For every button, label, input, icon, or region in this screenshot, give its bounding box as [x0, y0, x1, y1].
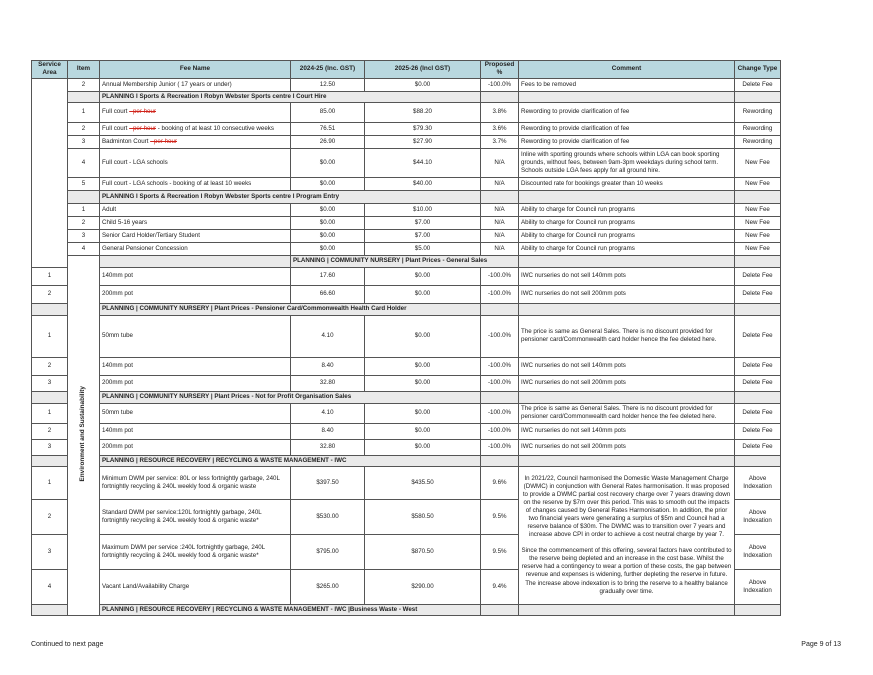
pct-cell: 9.5%: [481, 534, 519, 569]
fee-name-cell: Annual Membership Junior ( 17 years or under): [100, 78, 291, 91]
col-header-change-type: Change Type: [735, 61, 781, 79]
fee-name-cell: 140mm pot: [100, 423, 291, 439]
pct-cell: 9.5%: [481, 499, 519, 534]
comment-cell: IWC nurseries do not sell 200mm pots: [519, 439, 735, 455]
fy26-cell: $7.00: [365, 229, 481, 242]
fy25-cell: 8.40: [291, 357, 365, 375]
fee-name-text: - booking of at least 10 consecutive weeks: [156, 124, 274, 132]
fees-table: [31, 60, 781, 616]
fy26-cell: $0.00: [365, 357, 481, 375]
table-row: [32, 357, 781, 375]
fy25-cell: 4.10: [291, 315, 365, 357]
table-row: [32, 403, 781, 423]
item-cell: 2: [32, 357, 68, 375]
fee-name-cell: Full court - LGA schools: [100, 148, 291, 177]
col-header-comment: Comment: [519, 61, 735, 79]
dwm-comment-cell: In 2021/22, Council harmonised the Domestic Waste Management Charge (DWMC) in conjunction with General Rates harmonisation. It was proposed to provide a DWMC partial cost recovery charge over 7 years drawing down on the reserve by $7m over this period. This was to smooth out the impacts of changes caused by General Rates Harmonisation. In addition, the prior two financial years were generating a surplus of $5m and Council had a reserve balance of $30m. The DWMC was to transition over 7 years and increase above CPI in order to achieve a cost neutral charge by year 7. Since the commencement of this offering, several factors have contributed to the reserve being depleted and an increase in the cost base. Whilst the reserve had a contingency to wear a portion of these costs, the gap between revenue and expenses is widening, further depleting the reserve in future. The increase above indexation is to bring the reserve to a healthy balance gradually over time.: [519, 466, 735, 604]
table-row: [32, 267, 781, 285]
change-type-cell: Delete Fee: [735, 78, 781, 91]
item-cell: 5: [68, 177, 100, 190]
fee-name-cell: Adult: [100, 203, 291, 216]
comment-cell: Fees to be removed: [519, 78, 735, 91]
fy26-cell: $0.00: [365, 78, 481, 91]
section-item-blank: [32, 604, 68, 615]
change-type-cell: New Fee: [735, 216, 781, 229]
table-row: [32, 122, 781, 135]
fee-name-cell: 140mm pot: [100, 267, 291, 285]
fy25-cell: 76.51: [291, 122, 365, 135]
section-blank: [519, 455, 735, 466]
change-type-cell: Delete Fee: [735, 423, 781, 439]
section-heading: PLANNING | COMMUNITY NURSERY | Plant Prices - General Sales: [291, 255, 519, 267]
fy25-cell: 4.10: [291, 403, 365, 423]
table-row: [32, 285, 781, 303]
pct-cell: N/A: [481, 242, 519, 255]
pct-cell: -100.0%: [481, 423, 519, 439]
section-heading: PLANNING | RESOURCE RECOVERY | RECYCLING & WASTE MANAGEMENT - IWC: [100, 455, 481, 466]
fee-name-text: Full court: [102, 124, 130, 132]
change-type-cell: Delete Fee: [735, 375, 781, 391]
pct-cell: -100.0%: [481, 267, 519, 285]
pct-cell: -100.0%: [481, 357, 519, 375]
fee-name-cell: [100, 122, 291, 135]
fee-name-cell: Full court - LGA schools - booking of at least 10 weeks: [100, 177, 291, 190]
struck-text: - per hour: [129, 108, 156, 116]
section-blank: [519, 91, 735, 102]
fy26-cell: $0.00: [365, 403, 481, 423]
change-type-cell: Above Indexation: [735, 569, 781, 604]
item-cell: 3: [32, 375, 68, 391]
pct-cell: N/A: [481, 203, 519, 216]
change-type-cell: Above Indexation: [735, 534, 781, 569]
table-row: [32, 242, 781, 255]
fee-name-cell: 50mm tube: [100, 403, 291, 423]
fy25-cell: 12.50: [291, 78, 365, 91]
fee-name-cell: Maximum DWM per service :240L fortnightly garbage, 240L fortnightly recycling & 240L weekly food & organic waste*: [100, 534, 291, 569]
table-row: [32, 315, 781, 357]
table-row: [32, 78, 781, 91]
fy26-cell: $5.00: [365, 242, 481, 255]
change-type-cell: Delete Fee: [735, 267, 781, 285]
fy26-cell: $0.00: [365, 423, 481, 439]
fy25-cell: $795.00: [291, 534, 365, 569]
pct-cell: N/A: [481, 229, 519, 242]
fee-name-cell: Standard DWM per service:120L fortnightly garbage, 240L fortnightly recycling & 240L weekly food & organic waste*: [100, 499, 291, 534]
section-blank: [481, 455, 519, 466]
fy26-cell: $0.00: [365, 375, 481, 391]
fy26-cell: $27.90: [365, 135, 481, 148]
pct-cell: -100.0%: [481, 439, 519, 455]
change-type-cell: Delete Fee: [735, 403, 781, 423]
item-cell: 2: [32, 499, 68, 534]
section-row: [32, 455, 781, 466]
item-cell: 3: [32, 439, 68, 455]
section-heading: PLANNING | COMMUNITY NURSERY | Plant Prices - Not for Profit Organisation Sales: [100, 391, 481, 403]
change-type-cell: Delete Fee: [735, 357, 781, 375]
table-row: [32, 466, 781, 499]
item-cell: 3: [32, 534, 68, 569]
pct-cell: -100.0%: [481, 403, 519, 423]
service-area-cell: [68, 255, 100, 615]
fee-name-cell: [100, 102, 291, 122]
pct-cell: 3.6%: [481, 122, 519, 135]
fy25-cell: 66.60: [291, 285, 365, 303]
item-cell: 3: [68, 229, 100, 242]
item-cell: 1: [32, 466, 68, 499]
fy26-cell: $580.50: [365, 499, 481, 534]
fy25-cell: $0.00: [291, 177, 365, 190]
section-blank: [735, 190, 781, 203]
fy25-cell: $0.00: [291, 216, 365, 229]
section-blank: [481, 303, 519, 315]
comment-cell: IWC nurseries do not sell 200mm pots: [519, 285, 735, 303]
service-area-cell-blank: [32, 78, 68, 267]
change-type-cell: New Fee: [735, 229, 781, 242]
table-row: [32, 102, 781, 122]
pct-cell: 3.7%: [481, 135, 519, 148]
section-blank: [519, 303, 735, 315]
col-header-2024-25: 2024-25 (Inc. GST): [291, 61, 365, 79]
item-cell: 4: [32, 569, 68, 604]
item-cell: 2: [68, 122, 100, 135]
item-cell: 2: [68, 216, 100, 229]
section-row: [32, 255, 781, 267]
fy25-cell: $265.00: [291, 569, 365, 604]
change-type-cell: Above Indexation: [735, 466, 781, 499]
table-row: [32, 423, 781, 439]
section-item-blank: [32, 391, 68, 403]
fy25-cell: $0.00: [291, 148, 365, 177]
section-row: [32, 303, 781, 315]
comment-cell: IWC nurseries do not sell 140mm pots: [519, 423, 735, 439]
pct-cell: -100.0%: [481, 78, 519, 91]
fy25-cell: 26.90: [291, 135, 365, 148]
fy25-cell: 8.40: [291, 423, 365, 439]
section-blank: [735, 604, 781, 615]
item-cell: 1: [32, 403, 68, 423]
fy26-cell: $44.10: [365, 148, 481, 177]
item-cell: 1: [68, 102, 100, 122]
change-type-cell: Delete Fee: [735, 285, 781, 303]
comment-cell: Ability to charge for Council run programs: [519, 216, 735, 229]
fy26-cell: $40.00: [365, 177, 481, 190]
section-blank: [735, 391, 781, 403]
section-heading: PLANNING I Sports & Recreation I Robyn Webster Sports centre I Court Hire: [100, 91, 481, 102]
col-header-item: Item: [68, 61, 100, 79]
comment-cell: Rewording to provide clarification of fee: [519, 135, 735, 148]
table-row: [32, 216, 781, 229]
page-number: Page 9 of 13: [801, 641, 841, 648]
fee-name-text: Full court: [102, 108, 130, 116]
section-blank: [519, 190, 735, 203]
section-item-blank: [68, 190, 100, 203]
pct-cell: N/A: [481, 216, 519, 229]
fy25-cell: 32.80: [291, 439, 365, 455]
fee-name-cell: 140mm pot: [100, 357, 291, 375]
col-header-fee-name: Fee Name: [100, 61, 291, 79]
pct-cell: -100.0%: [481, 285, 519, 303]
pct-cell: N/A: [481, 177, 519, 190]
service-area-label: Environment and Sustainability: [79, 385, 87, 482]
fy26-cell: $0.00: [365, 285, 481, 303]
fy26-cell: $870.50: [365, 534, 481, 569]
fee-name-cell: Child 5-16 years: [100, 216, 291, 229]
comment-cell: IWC nurseries do not sell 140mm pots: [519, 357, 735, 375]
fee-name-cell: Senior Card Holder/Tertiary Student: [100, 229, 291, 242]
section-blank: [735, 303, 781, 315]
section-blank: [735, 255, 781, 267]
section-row: [32, 391, 781, 403]
fy25-cell: $0.00: [291, 229, 365, 242]
fy25-cell: $0.00: [291, 242, 365, 255]
pct-cell: 9.6%: [481, 466, 519, 499]
fy25-cell: $397.50: [291, 466, 365, 499]
section-blank: [735, 455, 781, 466]
fee-name-cell: [100, 135, 291, 148]
col-header-service-area: Service Area: [32, 61, 68, 79]
fy25-cell: 85.00: [291, 102, 365, 122]
section-blank: [519, 604, 735, 615]
section-heading: PLANNING | COMMUNITY NURSERY | Plant Prices - Pensioner Card/Commonwealth Health Card Holder: [100, 303, 481, 315]
change-type-cell: Rewording: [735, 135, 781, 148]
fee-name-cell: 200mm pot: [100, 439, 291, 455]
comment-cell: The price is same as General Sales. There is no discount provided for pensioner card/Commonwealth card holder hence the fee deleted here.: [519, 315, 735, 357]
fee-name-cell: 50mm tube: [100, 315, 291, 357]
section-row: [32, 91, 781, 102]
comment-cell: The price is same as General Sales. There is no discount provided for pensioner card/Commonwealth card holder hence the fee deleted here.: [519, 403, 735, 423]
section-blank: [735, 91, 781, 102]
section-blank: [481, 190, 519, 203]
item-cell: 1: [68, 203, 100, 216]
section-blank: [481, 391, 519, 403]
change-type-cell: New Fee: [735, 242, 781, 255]
fy26-cell: $0.00: [365, 315, 481, 357]
change-type-cell: New Fee: [735, 203, 781, 216]
fy25-cell: 32.80: [291, 375, 365, 391]
continued-note: Continued to next page: [31, 641, 104, 648]
pct-cell: 9.4%: [481, 569, 519, 604]
pct-cell: -100.0%: [481, 375, 519, 391]
section-heading: PLANNING | RESOURCE RECOVERY | RECYCLING & WASTE MANAGEMENT - IWC |Business Waste - West: [100, 604, 481, 615]
section-item-blank: [32, 455, 68, 466]
change-type-cell: Rewording: [735, 102, 781, 122]
comment-cell: Discounted rate for bookings greater than 10 weeks: [519, 177, 735, 190]
pct-cell: N/A: [481, 148, 519, 177]
struck-text: - per hour: [129, 124, 156, 132]
comment-cell: Inline with sporting grounds where schools within LGA can book sporting grounds, without fees, between 9am-3pm weekdays during school term. Schools outside LGA fees apply for all ground hire.: [519, 148, 735, 177]
fy26-cell: $0.00: [365, 439, 481, 455]
section-item-blank: [68, 91, 100, 102]
fee-name-cell: 200mm pot: [100, 375, 291, 391]
section-row: [32, 190, 781, 203]
table-row: [32, 148, 781, 177]
fy25-cell: 17.60: [291, 267, 365, 285]
section-blank: [519, 391, 735, 403]
item-cell: 4: [68, 242, 100, 255]
fy26-cell: $435.50: [365, 466, 481, 499]
item-cell: 1: [32, 315, 68, 357]
table-row: [32, 439, 781, 455]
change-type-cell: Delete Fee: [735, 439, 781, 455]
fee-name-cell: 200mm pot: [100, 285, 291, 303]
section-blank: [481, 604, 519, 615]
fy26-cell: $10.00: [365, 203, 481, 216]
fee-name-cell: General Pensioner Concession: [100, 242, 291, 255]
change-type-cell: Delete Fee: [735, 315, 781, 357]
fy25-cell: $0.00: [291, 203, 365, 216]
col-header-2025-26: 2025-26 (Incl GST): [365, 61, 481, 79]
item-cell: 2: [32, 285, 68, 303]
fy25-cell: $530.00: [291, 499, 365, 534]
table-header-row: [32, 61, 781, 79]
table-row: [32, 135, 781, 148]
comment-cell: Rewording to provide clarification of fee: [519, 122, 735, 135]
fee-name-cell: Minimum DWM per service: 80L or less fortnightly garbage, 240L fortnightly recycling & 240L weekly food & organic waste: [100, 466, 291, 499]
fy26-cell: $7.00: [365, 216, 481, 229]
comment-cell: Ability to charge for Council run programs: [519, 242, 735, 255]
col-header-proposed-pct: Proposed %: [481, 61, 519, 79]
table-row: [32, 203, 781, 216]
fee-name-cell: Vacant Land/Availability Charge: [100, 569, 291, 604]
section-heading: PLANNING I Sports & Recreation I Robyn Webster Sports centre I Program Entry: [100, 190, 481, 203]
comment-cell: IWC nurseries do not sell 140mm pots: [519, 267, 735, 285]
item-cell: 4: [68, 148, 100, 177]
section-row: [32, 604, 781, 615]
comment-cell: Ability to charge for Council run programs: [519, 203, 735, 216]
change-type-cell: New Fee: [735, 148, 781, 177]
comment-cell: Ability to charge for Council run programs: [519, 229, 735, 242]
section-blank: [519, 255, 735, 267]
change-type-cell: Rewording: [735, 122, 781, 135]
change-type-cell: Above Indexation: [735, 499, 781, 534]
table-row: [32, 177, 781, 190]
item-cell: 3: [68, 135, 100, 148]
fy26-cell: $88.20: [365, 102, 481, 122]
table-row: [32, 375, 781, 391]
comment-cell: Rewording to provide clarification of fee: [519, 102, 735, 122]
fy26-cell: $0.00: [365, 267, 481, 285]
change-type-cell: New Fee: [735, 177, 781, 190]
table-row: [32, 229, 781, 242]
comment-cell: IWC nurseries do not sell 200mm pots: [519, 375, 735, 391]
section-item-blank: [100, 255, 291, 267]
section-item-blank: [32, 303, 68, 315]
section-blank: [481, 91, 519, 102]
fee-name-text: Badminton Court: [102, 137, 151, 145]
item-cell: 1: [32, 267, 68, 285]
fy26-cell: $290.00: [365, 569, 481, 604]
pct-cell: -100.0%: [481, 315, 519, 357]
item-cell: 2: [68, 78, 100, 91]
fy26-cell: $79.30: [365, 122, 481, 135]
item-cell: 2: [32, 423, 68, 439]
struck-text: - per hour: [150, 137, 177, 145]
pct-cell: 3.8%: [481, 102, 519, 122]
